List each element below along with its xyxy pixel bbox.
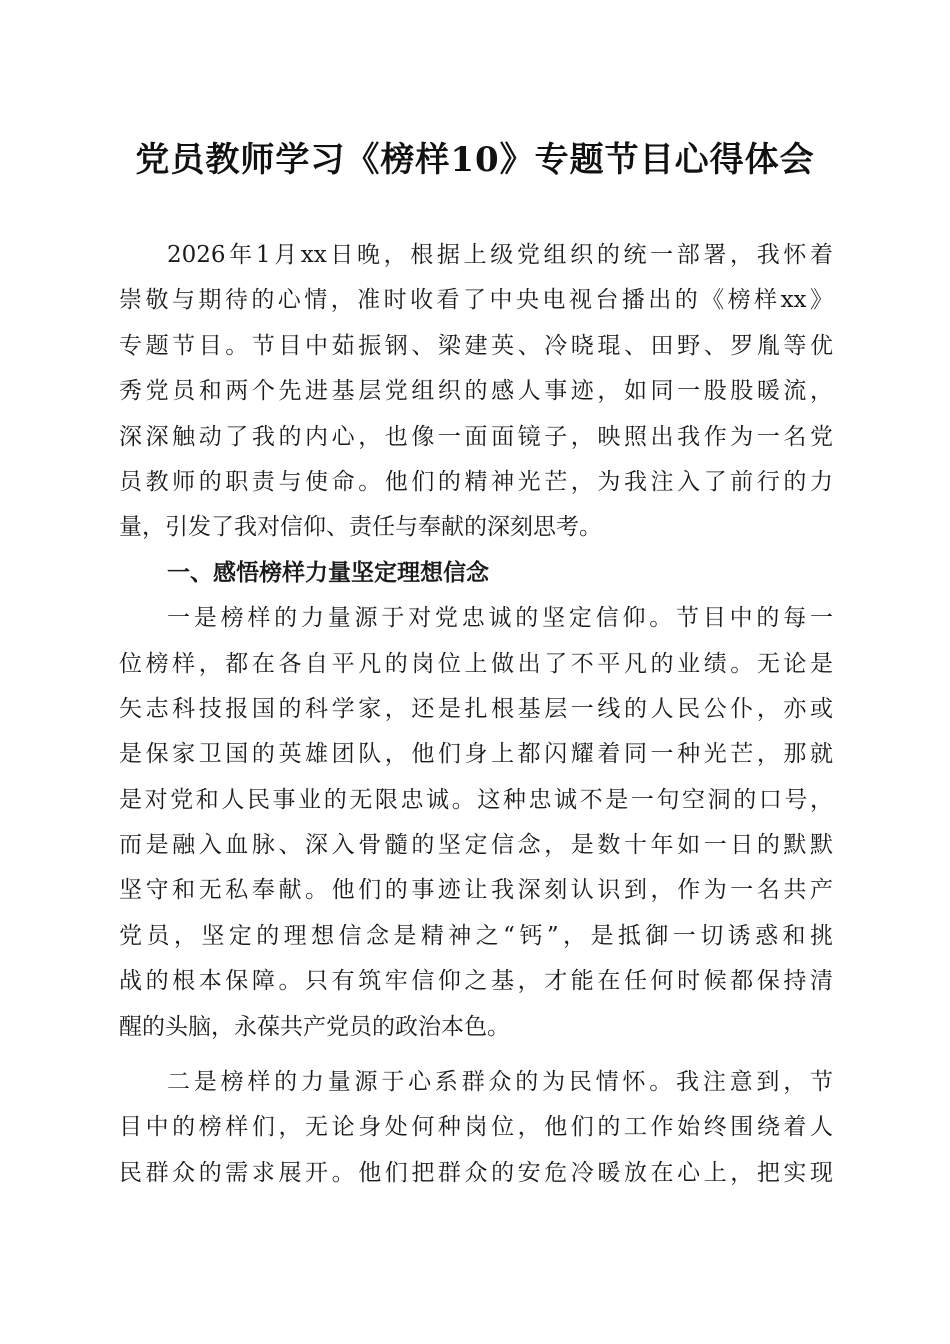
- text-line: 深深触动了我的内心，也像一面面镜子，映照出我作为一名党: [119, 423, 833, 450]
- text-line: 秀党员和两个先进基层党组织的感人事迹，如同一股股暖流，: [119, 378, 833, 405]
- text-line: 崇敬与期待的心情，准时收看了中央电视台播出的《榜样xx》: [119, 287, 833, 314]
- text-line: 员教师的职责与使命。他们的精神光芒，为我注入了前行的力: [119, 468, 833, 495]
- intro-paragraph: [119, 233, 833, 551]
- text-line: 位榜样，都在各自平凡的岗位上做出了不平凡的业绩。无论是: [119, 650, 833, 677]
- text-line: 醒的头脑，永葆共产党员的政治本色。: [119, 1013, 510, 1040]
- document-body: [119, 233, 833, 1196]
- text-line: 战的根本保障。只有筑牢信仰之基，才能在任何时候都保持清: [119, 968, 833, 995]
- text-line: 量，引发了我对信仰、责任与奉献的深刻思考。: [119, 514, 602, 541]
- text-line: 专题节目。节目中茹振钢、梁建英、冷晓琨、田野、罗胤等优: [119, 332, 833, 359]
- text-line: 二是榜样的力量源于心系群众的为民情怀。我注意到，节: [167, 1069, 833, 1096]
- paragraph-one: [119, 596, 833, 1050]
- text-line: 是对党和人民事业的无限忠诚。这种忠诚不是一句空洞的口号，: [119, 786, 833, 813]
- section-heading: 一、感悟榜样力量坚定理想信念: [167, 559, 489, 586]
- text-line: 一是榜样的力量源于对党忠诚的坚定信仰。节目中的每一: [167, 605, 833, 632]
- text-line: 而是融入血脉、深入骨髓的坚定信念，是数十年如一日的默默: [119, 832, 833, 859]
- text-line: 矢志科技报国的科学家，还是扎根基层一线的人民公仆，亦或: [119, 695, 833, 722]
- text-line: 是保家卫国的英雄团队，他们身上都闪耀着同一种光芒，那就: [119, 741, 833, 768]
- text-line: 坚守和无私奉献。他们的事迹让我深刻认识到，作为一名共产: [119, 877, 833, 904]
- text-line: 目中的榜样们，无论身处何种岗位，他们的工作始终围绕着人: [119, 1114, 833, 1141]
- paragraph-gap: [119, 1050, 833, 1060]
- text-line: 党员，坚定的理想信念是精神之“钙”，是抵御一切诱惑和挑: [119, 922, 833, 949]
- paragraph-two: [119, 1060, 833, 1196]
- document-title: 党员教师学习《榜样10》专题节目心得体会: [135, 140, 815, 180]
- text-line: 2026年1月xx日晚，根据上级党组织的统一部署，我怀着: [167, 242, 833, 268]
- text-line: 民群众的需求展开。他们把群众的安危冷暖放在心上，把实现: [119, 1159, 833, 1186]
